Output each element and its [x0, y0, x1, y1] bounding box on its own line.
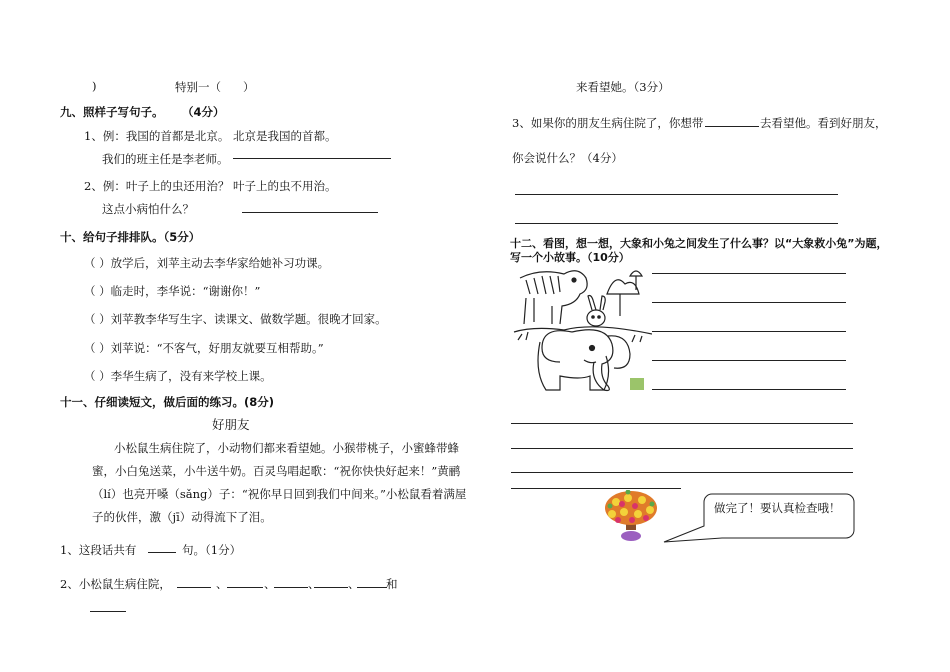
- section-9-score: （4分）: [182, 105, 225, 119]
- story-line-4[interactable]: [652, 360, 846, 361]
- answer-blank-11-1[interactable]: [148, 552, 176, 553]
- order-item-2: （ ）临走时，李华说：“谢谢你！”: [84, 284, 261, 298]
- question-11-1-a: 1、这段话共有: [60, 543, 137, 557]
- answer-line-3-1[interactable]: [515, 194, 838, 195]
- sep-2: 、: [264, 577, 276, 591]
- answer-blank-11-2-b[interactable]: [227, 587, 263, 588]
- question-11-2-a: 2、小松鼠生病住院，: [60, 577, 171, 591]
- answer-line-3-2[interactable]: [515, 223, 838, 224]
- story-title: 好朋友: [212, 417, 250, 432]
- answer-blank-11-2-e[interactable]: [357, 587, 387, 588]
- answer-blank-11-2-d[interactable]: [314, 587, 348, 588]
- section-9-title: 九、照样子写句子。: [60, 105, 164, 119]
- speech-bubble: [660, 488, 860, 548]
- question-3-a: 3、如果你的朋友生病住院了，你想带: [512, 116, 704, 130]
- story-line-1[interactable]: [652, 273, 846, 274]
- story-text: 小松鼠生病住院了，小动物们都来看望她。小猴带桃子，小蜜蜂带蜂蜜，小白兔送菜，小牛送牛奶。百灵鸟唱起歌：“祝你快快好起来！”黄鹂（lí）也亮开嗓（sǎng）子：“祝你早日回到我们中间来。”小松鼠看着满屋子的伙伴，激（jī）动得流下了泪。: [92, 441, 467, 524]
- answer-blank-11-2-c[interactable]: [274, 587, 308, 588]
- section-9-question-1: 我们的班主任是李老师。: [102, 152, 229, 166]
- answer-blank-11-2-f[interactable]: [90, 611, 126, 612]
- section-10-title: 十、给句子排排队。（5分）: [60, 230, 201, 244]
- sep-4: 、: [348, 577, 360, 591]
- answer-line-9-2[interactable]: [242, 212, 378, 213]
- story-paragraph: [92, 437, 472, 529]
- story-line-9[interactable]: [511, 488, 681, 489]
- elephant-rabbit-illustration: [512, 256, 652, 396]
- order-item-4: （ ）刘苹说：“不客气，好朋友就要互相帮助。”: [84, 341, 324, 355]
- section-12-title-2: 写一个小故事。（10分）: [510, 251, 630, 264]
- bubble-text: 做完了！要认真检查哦！: [714, 501, 841, 515]
- answer-line-9-1[interactable]: [233, 158, 391, 159]
- story-line-5[interactable]: [652, 389, 846, 390]
- story-line-3[interactable]: [652, 331, 846, 332]
- question-11-2-and: 和: [386, 577, 398, 591]
- story-line-2[interactable]: [652, 302, 846, 303]
- sep-1: 、: [216, 577, 228, 591]
- section-9-example-2: 2、例：叶子上的虫还用治？ 叶子上的虫不用治。: [84, 179, 337, 193]
- order-item-1: （ ）放学后，刘苹主动去李华家给她补习功课。: [84, 256, 330, 270]
- question-11-1-b: 句。（1分）: [182, 543, 242, 557]
- flower-tree-icon: [602, 490, 660, 542]
- section-11-title: 十一、仔细读短文，做后面的练习。(8分): [60, 395, 275, 409]
- section-9-example-1: 1、例：我国的首都是北京。 北京是我国的首都。: [84, 129, 337, 143]
- top-line-open: ): [92, 79, 97, 93]
- story-line-7[interactable]: [511, 448, 853, 449]
- question-3-c: 你会说什么？（4分）: [512, 151, 623, 165]
- answer-blank-11-2-a[interactable]: [177, 587, 211, 588]
- order-item-5: （ ）李华生病了，没有来学校上课。: [84, 369, 272, 383]
- order-item-3: （ ）刘苹教李华写生字、读课文、做数学题。很晚才回家。: [84, 312, 387, 326]
- continued-line: 来看望她。（3分）: [576, 80, 670, 94]
- section-12-title: 十二、看图，想一想，大象和小兔之间发生了什么事？以“大象救小兔”为题，: [510, 237, 888, 250]
- section-9-question-2: 这点小病怕什么？: [102, 202, 194, 216]
- sep-3: 、: [308, 577, 320, 591]
- story-line-8[interactable]: [511, 472, 853, 473]
- story-line-6[interactable]: [511, 423, 853, 424]
- question-3-b: 去看望他。看到好朋友，: [760, 116, 887, 130]
- top-line-label: 特别一（: [175, 80, 221, 94]
- answer-blank-3[interactable]: [705, 126, 759, 127]
- top-line-close: ）: [243, 80, 255, 94]
